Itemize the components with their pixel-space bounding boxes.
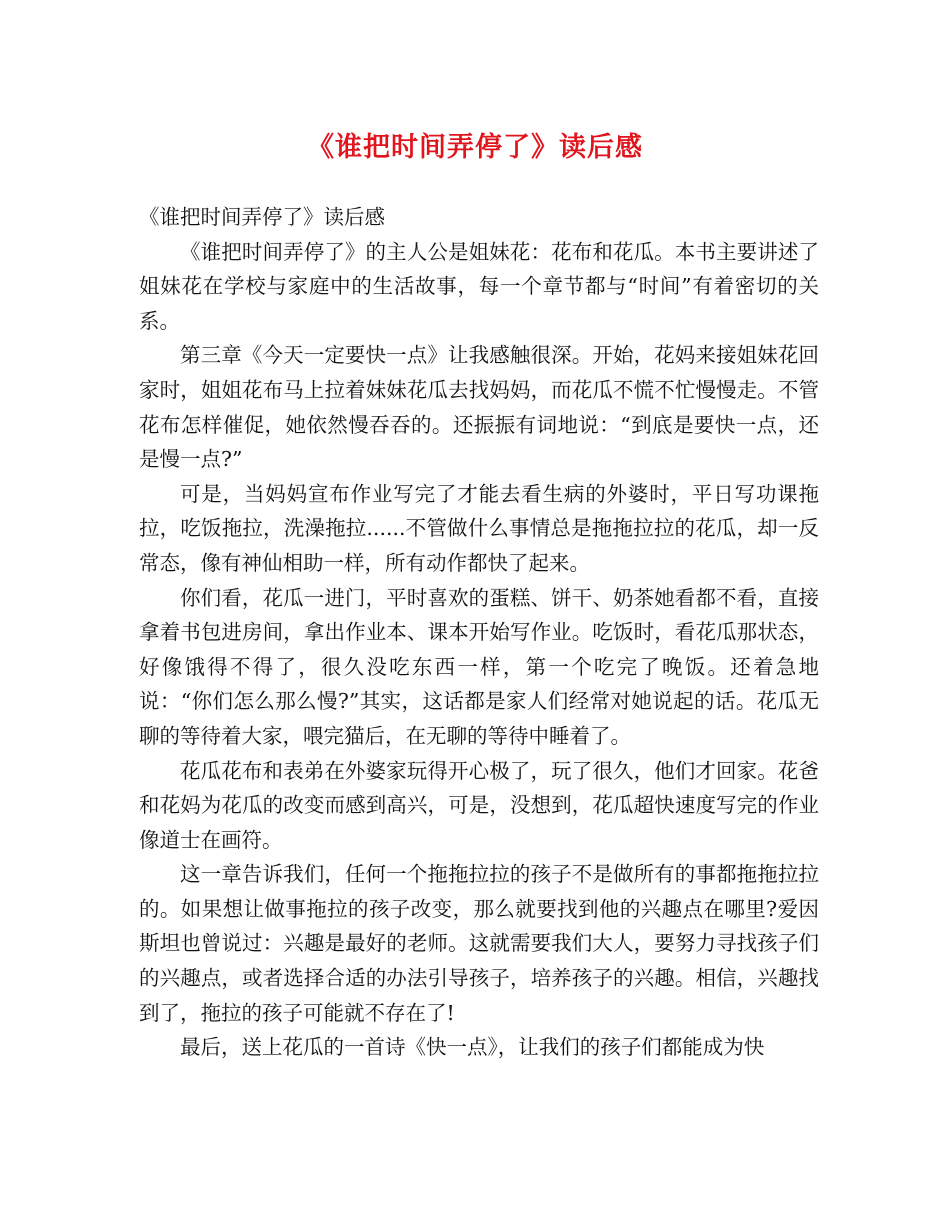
paragraph: 花瓜花布和表弟在外婆家玩得开心极了，玩了很久，他们才回家。花爸和花妈为花瓜的改变而感到高兴，可是，没想到，花瓜超快速度写完的作业像道士在画符。	[139, 758, 819, 852]
paragraph: 你们看，花瓜一进门，平时喜欢的蛋糕、饼干、奶茶她看都不看，直接拿着书包进房间，拿出作业本、课本开始写作业。吃饭时，看花瓜那状态，好像饿得不得了，很久没吃东西一样，第一个吃完了晚饭。还着急地说：“你们怎么那么慢?”其实，这话都是家人们经常对她说起的话。花瓜无聊的等待着大家，喂完猫后，在无聊的等待中睡着了。	[139, 585, 819, 748]
document-title: 《谁把时间弄停了》读后感	[307, 132, 643, 163]
paragraph: 第三章《今天一定要快一点》让我感触很深。开始，花妈来接姐妹花回家时，姐姐花布马上拉着妹妹花瓜去找妈妈，而花瓜不慌不忙慢慢走。不管花布怎样催促，她依然慢吞吞的。还振振有词地说：“到底是要快一点，还是慢一点?”	[139, 343, 819, 472]
paragraph: 《谁把时间弄停了》的主人公是姐妹花：花布和花瓜。本书主要讲述了姐妹花在学校与家庭中的生活故事，每一个章节都与“时间”有着密切的关系。	[139, 239, 819, 333]
document-body	[139, 200, 819, 1065]
paragraph-heading: 《谁把时间弄停了》读后感	[139, 205, 385, 229]
paragraph: 最后，送上花瓜的一首诗《快一点》，让我们的孩子们都能成为快	[180, 1035, 765, 1060]
paragraph: 可是，当妈妈宣布作业写完了才能去看生病的外婆时，平日写功课拖拉，吃饭拖拉，洗澡拖拉......不管做什么事情总是拖拖拉拉的花瓜，却一反常态，像有神仙相助一样，所有动作都快了起来。	[139, 481, 819, 575]
paragraph: 这一章告诉我们，任何一个拖拖拉拉的孩子不是做所有的事都拖拖拉拉的。如果想让做事拖拉的孩子改变，那么就要找到他的兴趣点在哪里?爱因斯坦也曾说过：兴趣是最好的老师。这就需要我们大人，要努力寻找孩子们的兴趣点，或者选择合适的办法引导孩子，培养孩子的兴趣。相信，兴趣找到了，拖拉的孩子可能就不存在了!	[139, 862, 819, 1025]
